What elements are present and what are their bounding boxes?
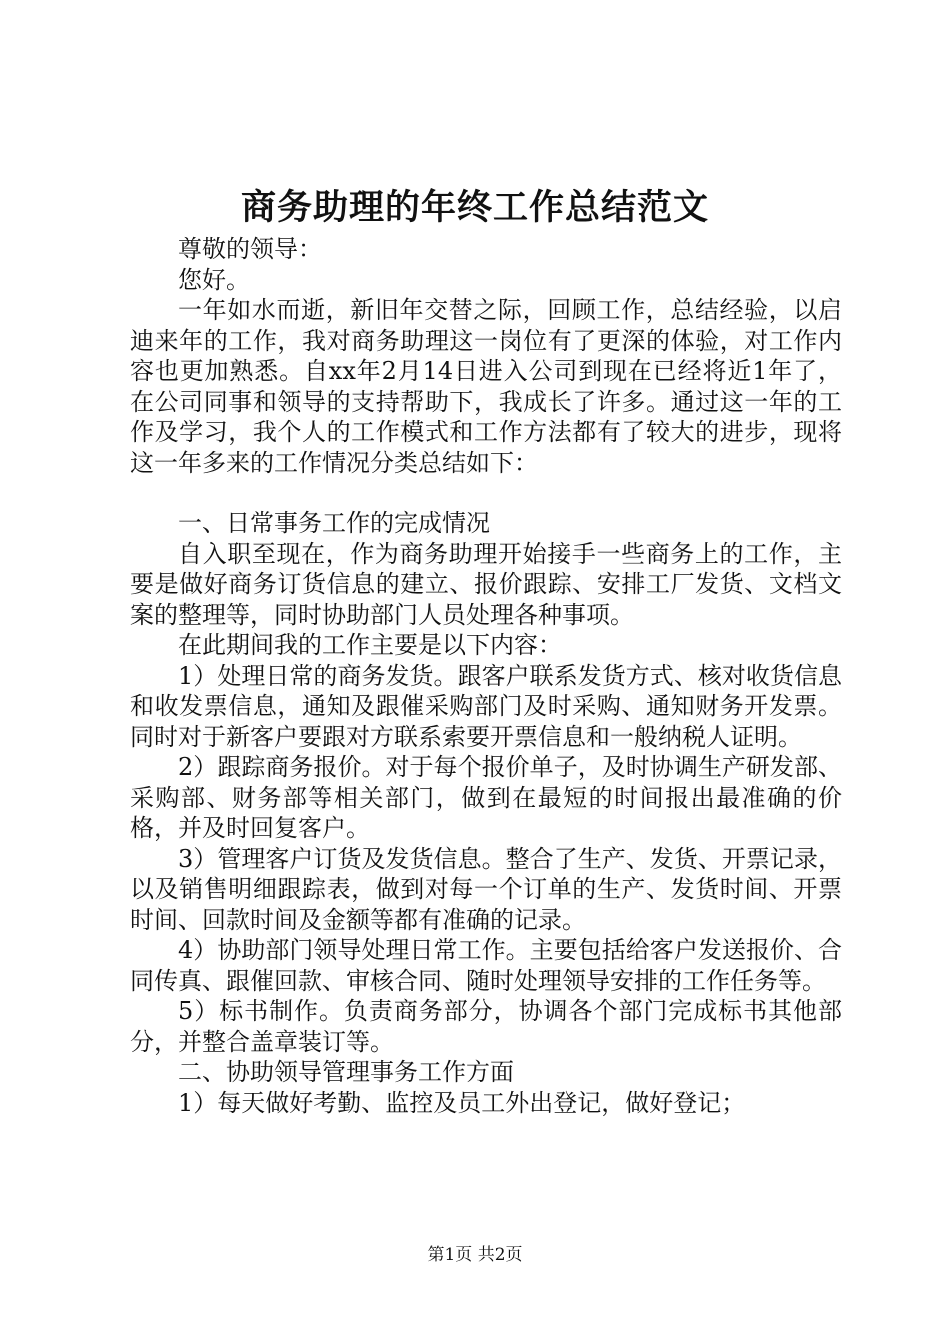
page-number-footer: 第1页 共2页: [427, 1245, 523, 1265]
section-heading-2: 二、协助领导管理事务工作方面: [178, 1058, 514, 1086]
list-item: 3）管理客户订货及发货信息。整合了生产、发货、开票记录，以及销售明细跟踪表，做到对每一个订单的生产、发货时间、开票时间、回款时间及金额等都有准确的记录。: [130, 844, 842, 934]
list-item: 4）协助部门领导处理日常工作。主要包括给客户发送报价、合同传真、跟催回款、审核合同、随时处理领导安排的工作任务等。: [130, 936, 842, 995]
list-item: 1）处理日常的商务发货。跟客户联系发货方式、核对收货信息和收发票信息，通知及跟催采购部门及时采购、通知财务开发票。同时对于新客户要跟对方联系索要开票信息和一般纳税人证明。: [130, 661, 842, 751]
section-1-paragraph: 自入职至现在，作为商务助理开始接手一些商务上的工作，主要是做好商务订货信息的建立、报价跟踪、安排工厂发货、文档文案的整理等，同时协助部门人员处理各种事项。: [130, 539, 842, 629]
salutation: 尊敬的领导：: [178, 235, 322, 263]
section-1-lead: 在此期间我的工作主要是以下内容：: [178, 631, 562, 659]
document-title: 商务助理的年终工作总结范文: [240, 187, 709, 228]
section-heading-1: 一、日常事务工作的完成情况: [178, 509, 490, 537]
list-item: 2）跟踪商务报价。对于每个报价单子，及时协调生产研发部、采购部、财务部等相关部门，做到在最短的时间报出最准确的价格，并及时回复客户。: [130, 753, 842, 842]
list-item: 5）标书制作。负责商务部分，协调各个部门完成标书其他部分，并整合盖章装订等。: [130, 997, 842, 1056]
intro-paragraph: 一年如水而逝，新旧年交替之际，回顾工作，总结经验，以启迪来年的工作，我对商务助理这一岗位有了更深的体验，对工作内容也更加熟悉。自xx年2月14日进入公司到现在已经将近1年了，在公司同事和领导的支持帮助下，我成长了许多。通过这一年的工作及学习，我个人的工作模式和工作方法都有了较大的进步，现将这一年多来的工作情况分类总结如下：: [130, 296, 842, 477]
list-item: 1）每天做好考勤、监控及员工外出登记，做好登记；: [178, 1088, 746, 1117]
greeting: 您好。: [178, 265, 250, 294]
document-body: [130, 234, 842, 1118]
